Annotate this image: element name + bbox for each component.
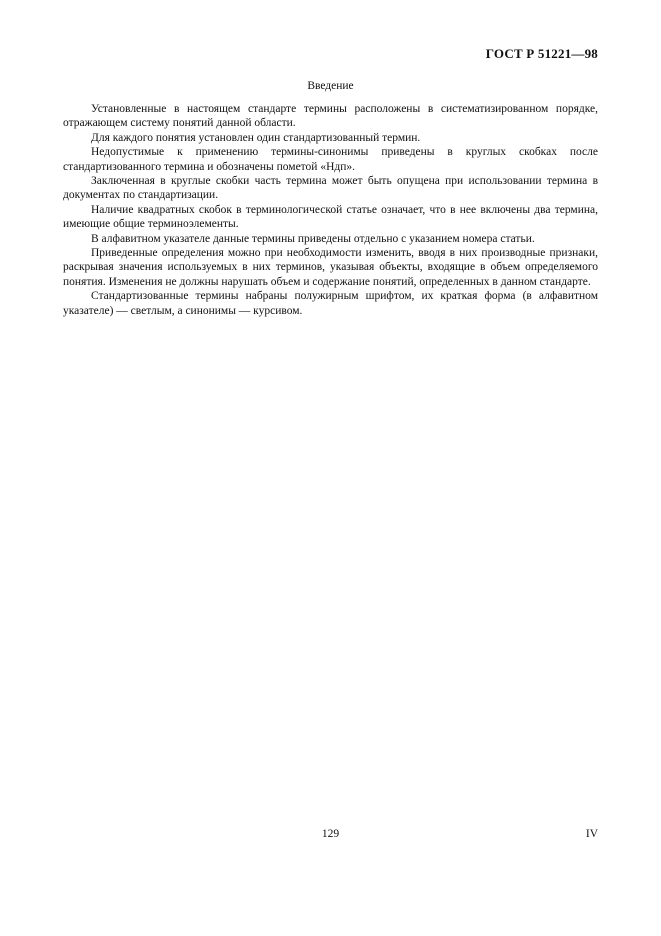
paragraph: Недопустимые к применению термины-синонимы приведены в круглых скобках после стандартизованного термина и обозначены пометой «Ндп». [63,146,598,173]
roman-page-number: IV [585,828,598,840]
paragraph: Установленные в настоящем стандарте термины расположены в систематизированном порядке, отражающем систему понятий данной области. [63,103,598,130]
paragraph: Заключенная в круглые скобки часть термина может быть опущена при использовании термина в документах по стандартизации. [63,175,598,202]
paragraph: Наличие квадратных скобок в терминологической статье означает, что в нее включены два термина, имеющие общие терминоэлементы. [63,203,598,231]
body-text [63,102,598,318]
section-title: Введение [307,80,354,92]
standard-code: ГОСТ Р 51221—98 [485,46,598,61]
paragraph: Для каждого понятия установлен один стандартизованный термин. [91,131,421,144]
paragraph: Стандартизованные термины набраны полужирным шрифтом, их краткая форма (в алфавитном указателе) — светлым, а синонимы — курсивом. [63,290,598,317]
paragraph: Приведенные определения можно при необходимости изменить, вводя в них производные признаки, раскрывая значения используемых в них терминов, указывая объекты, входящие в объем определяемого понятия. Изменения не должны нарушать объем и содержание понятий, определенных в данном стандарте. [63,247,598,288]
paragraph: В алфавитном указателе данные термины приведены отдельно с указанием номера статьи. [91,232,535,245]
page-number: 129 [321,828,340,840]
